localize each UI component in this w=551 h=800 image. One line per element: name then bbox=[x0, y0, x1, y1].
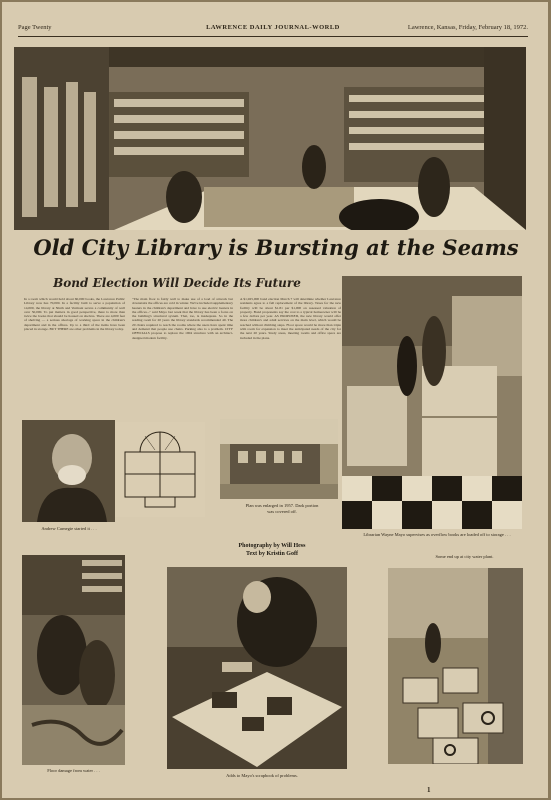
library-interior-photo bbox=[14, 47, 526, 230]
text-credit: Text by Kristin Goff bbox=[246, 551, 298, 557]
library-addition-photo bbox=[220, 419, 338, 499]
carnegie-portrait bbox=[22, 420, 115, 522]
masthead-rule bbox=[18, 36, 528, 37]
water-plant-caption: Some end up at city water plant. bbox=[435, 554, 494, 559]
article-column-2: "The main floor is fairly well to make use of a load of artwork but downstairs the offices are cold in winter. We've included supplementary heaters in the children's department and have to use electric heaters in the offices..." said Mayo last week that the library has been a focus on the building's structural system. That, too, is inadequate. So in the reading room for 20 years the library standards recommended 40. The 20 chairs required to reach the rooms where the users have spent time and demand that people use chairs. Parking also is a problem. CITY OFFICIALS propose to replace the 1904 structure with an architect-designed modern facility. bbox=[132, 297, 233, 340]
photography-credit: Photography by Will Hess bbox=[238, 543, 306, 549]
masthead bbox=[18, 24, 528, 36]
folio-mark: 1 bbox=[427, 786, 431, 794]
librarian-boxes-photo bbox=[342, 276, 522, 529]
floor-damage-caption: Floor damage from water . . . bbox=[47, 768, 100, 773]
scrapbook-caption: Adds to Mayo's scrapbook of problems. bbox=[226, 773, 298, 778]
article-column-3: A $1,925,000 bond election March 7 will determine whether Lawrence residents agree to a full replacement of the library. Taxes for the new facility will be about $1.81 per $1,000 on assessed valuation of property. Bond proponents say the cost to a typical homeowner will be a few dollars per year. AS PROPOSED, the new library would offer more children's and adult services on the main level, which would be reached without climbing steps. Floor space would be more than triple with room for expansion to meet the anticipated needs of the city for the next 20 years. Study areas, meeting rooms and office space are included in the plans. bbox=[240, 297, 341, 340]
scrapbook-photo bbox=[167, 567, 347, 769]
librarian-caption: Librarian Wayne Mayo supervises as overflow books are loaded off to storage . . . bbox=[363, 532, 511, 537]
article-column-1: In a room which would hold about 60,000 books, the Lawrence Public Library now has 70,000. In a facility built to serve a population of 14,000, the library at Ninth and Vermont serves a community of well over 50,000. To put matters in good perspective, there is more than twice the books that should be housed on shelves. There are 4,000 feet of shelving — a serious shortage of working space in the children's department and in the offices. Up to a third of the items have been placed in storage. BUT THERE are other problems in the library today. bbox=[24, 297, 125, 332]
plan-caption: Plan was enlarged in 1957. Dark portion was covered off. bbox=[245, 503, 319, 514]
subheadline: Bond Election Will Decide Its Future bbox=[53, 276, 301, 290]
water-damage-photo bbox=[22, 555, 125, 765]
carnegie-caption: Andrew Carnegie started it . . . bbox=[41, 526, 97, 531]
page-number: Page Twenty bbox=[18, 24, 52, 31]
water-plant-storage-photo bbox=[388, 568, 523, 764]
photo-credit bbox=[202, 542, 342, 558]
newspaper-page bbox=[2, 2, 548, 798]
paper-title: LAWRENCE DAILY JOURNAL-WORLD bbox=[206, 24, 340, 31]
dateline: Lawrence, Kansas, Friday, February 18, 1972. bbox=[407, 24, 528, 31]
headline: Old City Library is Bursting at the Seams bbox=[33, 235, 519, 260]
floor-plan-drawing bbox=[115, 422, 205, 517]
